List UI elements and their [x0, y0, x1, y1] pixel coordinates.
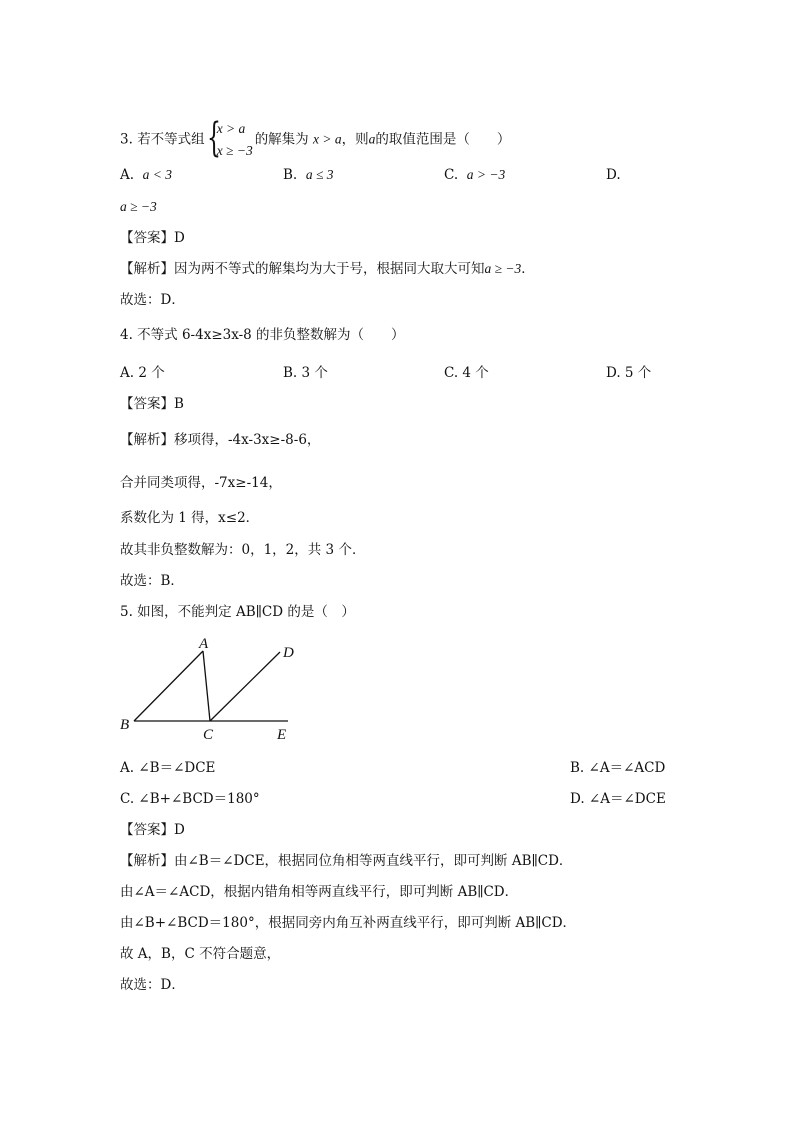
q4-stem: 4. 不等式 6-4x≥3x-8 的非负整数解为（ ）: [120, 327, 405, 343]
q5-analysis-line-2: 由∠A＝∠ACD，根据内错角相等两直线平行，即可判断 AB∥CD．: [120, 884, 519, 900]
segment-ac: [203, 651, 210, 721]
q5-analysis-line-4: 故 A，B，C 不符合题意，: [120, 946, 281, 962]
left-brace-icon: {: [206, 115, 221, 161]
q3-var-a: a: [368, 131, 376, 147]
q3-option-d-label: D.: [606, 167, 621, 183]
q4-answer: 【答案】B: [120, 396, 184, 412]
q4-option-d: D. 5 个: [606, 365, 652, 381]
q5-analysis-line-3: 由∠B+∠BCD＝180°，根据同旁内角互补两直线平行，即可判断 AB∥CD．: [120, 915, 577, 931]
q3-solution: x > a: [312, 131, 342, 147]
label-b: B: [120, 717, 130, 733]
q4-option-a: A. 2 个: [120, 365, 165, 381]
q5-option-a: A. ∠B＝∠DCE: [120, 760, 216, 776]
q5-option-c: C. ∠B+∠BCD＝180°: [120, 791, 260, 807]
q4-analysis-line-2: 合并同类项得，-7x≥-14，: [120, 475, 282, 491]
q3-option-d-text: a ≥ −3: [120, 199, 157, 214]
q3-option-b: B. a ≤ 3: [283, 167, 334, 183]
segment-cd: [210, 652, 280, 721]
q3-suffix: 的取值范围是（ ）: [375, 131, 511, 148]
label-d: D: [283, 645, 294, 661]
q3-number: 3.: [120, 131, 133, 148]
label-a: A: [199, 636, 209, 652]
q4-option-b: B. 3 个: [283, 365, 328, 381]
q5-option-b: B. ∠A＝∠ACD: [570, 760, 666, 776]
q3-option-a: A. a < 3: [120, 167, 173, 183]
q4-analysis-line-4: 故其非负整数解为：0，1，2，共 3 个．: [120, 542, 366, 558]
q5-answer: 【答案】D: [120, 822, 185, 838]
q3-middle2: ，则: [341, 131, 369, 148]
q4-conclusion: 故选：B．: [120, 573, 184, 589]
q3-option-c: C. a > −3: [444, 167, 506, 183]
segment-ba: [134, 651, 203, 721]
q3-middle: 的解集为: [254, 131, 309, 148]
q3-analysis: 【解析】因为两不等式的解集均为大于号，根据同大取大可知a ≥ −3．: [120, 261, 535, 277]
system-row-1: x > a: [216, 121, 246, 136]
q5-analysis-line-1: 【解析】由∠B＝∠DCE，根据同位角相等两直线平行，即可判断 AB∥CD．: [120, 853, 573, 869]
q5-conclusion: 故选：D．: [120, 977, 185, 993]
system-row-2: x ≥ −3: [216, 143, 253, 158]
inequality-system: [206, 115, 253, 162]
q3-answer: 【答案】D: [120, 230, 185, 246]
q5-stem: 5. 如图，不能判定 AB∥CD 的是（ ）: [120, 604, 355, 620]
q4-option-c: C. 4 个: [444, 365, 489, 381]
label-e: E: [277, 727, 287, 743]
q4-analysis-line-3: 系数化为 1 得，x≤2．: [120, 510, 260, 526]
q3-stem: [120, 115, 511, 162]
q4-analysis-line-1: 【解析】移项得，-4x-3x≥-8-6，: [120, 432, 321, 448]
geometry-figure: [110, 630, 320, 745]
q5-option-d: D. ∠A＝∠DCE: [570, 791, 666, 807]
q3-conclusion: 故选：D．: [120, 292, 185, 308]
label-c: C: [203, 727, 214, 743]
q3-prefix: 若不等式组: [137, 131, 205, 148]
